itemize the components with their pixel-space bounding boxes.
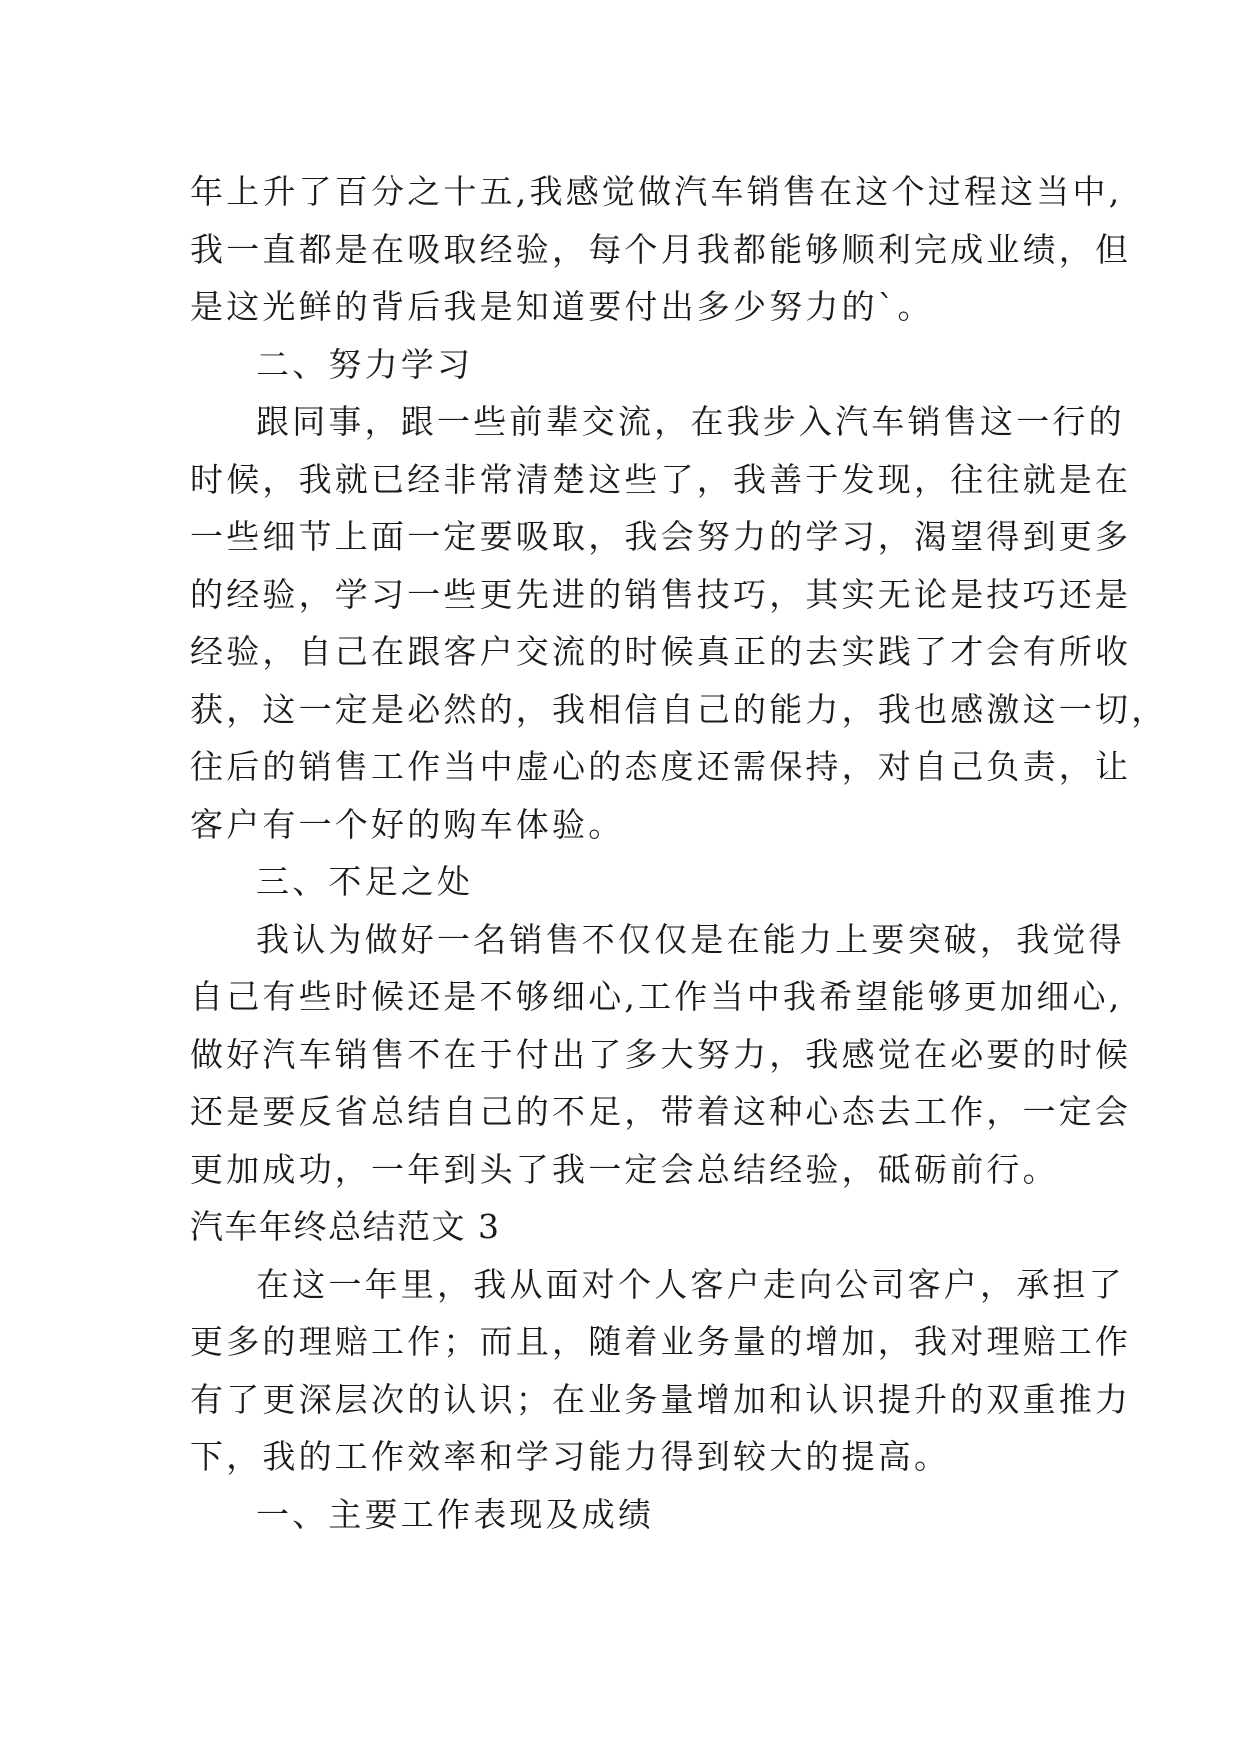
paragraph-line: 下，我的工作效率和学习能力得到较大的提高。 [190,1437,951,1476]
paragraph-line: 一些细节上面一定要吸取，我会努力的学习，渴望得到更多 [190,517,1132,556]
paragraph-line: 是这光鲜的背后我是知道要付出多少努力的`。 [190,287,934,326]
section-heading: 三、不足之处 [256,862,474,901]
paragraph-line: 往后的销售工作当中虚心的态度还需保持，对自己负责，让 [190,747,1132,786]
paragraph-line: 更多的理赔工作；而且，随着业务量的增加，我对理赔工作 [190,1322,1132,1361]
paragraph-line: 经验，自己在跟客户交流的时候真正的去实践了才会有所收 [190,632,1132,671]
paragraph-line: 年上升了百分之十五,我感觉做汽车销售在这个过程这当中, [190,172,1123,211]
paragraph-line: 更加成功，一年到头了我一定会总结经验，砥砺前行。 [190,1149,1059,1189]
paragraph-line: 跟同事，跟一些前辈交流，在我步入汽车销售这一行的 [256,402,1125,441]
paragraph-line: 做好汽车销售不在于付出了多大努力，我感觉在必要的时候 [190,1034,1132,1074]
section-heading: 二、努力学习 [256,344,474,384]
section-heading: 一、主要工作表现及成绩 [256,1494,655,1534]
paragraph-line: 时候，我就已经非常清楚这些了，我善于发现，往往就是在 [190,459,1132,499]
paragraph-line: 在这一年里，我从面对个人客户走向公司客户，承担了 [256,1264,1125,1304]
paragraph-line: 我认为做好一名销售不仅仅是在能力上要突破，我觉得 [256,919,1125,959]
paragraph-line: 我一直都是在吸取经验，每个月我都能够顺利完成业绩，但 [190,229,1132,269]
paragraph-line: 自己有些时候还是不够细心,工作当中我希望能够更加细心, [190,977,1123,1016]
article-title: 汽车年终总结范文 3 [190,1207,501,1246]
paragraph-line: 获，这一定是必然的，我相信自己的能力，我也感激这一切， [190,689,1168,729]
paragraph-line: 客户有一个好的购车体验。 [190,804,625,844]
paragraph-line: 的经验，学习一些更先进的销售技巧，其实无论是技巧还是 [190,574,1132,614]
paragraph-line: 有了更深层次的认识；在业务量增加和认识提升的双重推力 [190,1379,1132,1419]
paragraph-line: 还是要反省总结自己的不足，带着这种心态去工作，一定会 [190,1092,1132,1131]
document-body [190,163,1168,1543]
